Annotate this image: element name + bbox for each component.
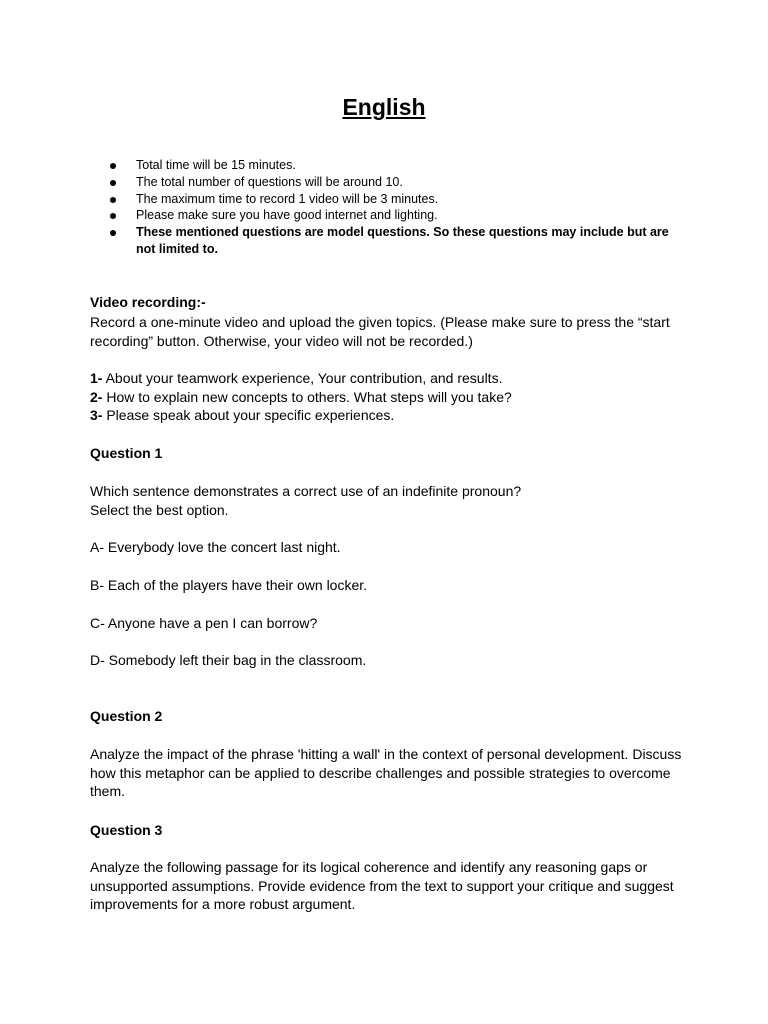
- list-item-text: These mentioned questions are model questions. So these questions may include but are not limited to.: [136, 225, 669, 256]
- question-2-heading: Question 2: [90, 708, 163, 724]
- question-1-option-d: D- Somebody left their bag in the classroom.: [90, 652, 367, 668]
- list-item: [110, 174, 680, 191]
- topic-text: Please speak about your specific experiences.: [102, 407, 395, 424]
- list-item: [110, 157, 680, 174]
- bullet-icon: [110, 197, 116, 203]
- topic-number: 3-: [90, 407, 103, 424]
- topic-item: [90, 369, 690, 388]
- bullet-icon: [110, 213, 116, 219]
- list-item: [110, 191, 680, 208]
- bullet-icon: [110, 180, 116, 186]
- list-item-text: Please make sure you have good internet and lighting.: [136, 208, 438, 223]
- video-recording-heading: Video recording:-: [90, 294, 206, 310]
- topic-item: [90, 406, 690, 425]
- page-title: English: [342, 94, 426, 120]
- list-item-text: The maximum time to record 1 video will be 3 minutes.: [136, 191, 439, 206]
- topic-text: About your teamwork experience, Your contribution, and results.: [102, 370, 503, 386]
- question-1-option-c: C- Anyone have a pen I can borrow?: [90, 615, 318, 631]
- question-3-text: Analyze the following passage for its logical coherence and identify any reasoning gaps or unsupported assumptions. Provide evidence from the text to support your critique and suggest improvements for a more robust argument.: [90, 859, 674, 913]
- list-item-text: Total time will be 15 minutes.: [136, 158, 296, 172]
- bullet-icon: [110, 163, 116, 169]
- bullet-icon: [110, 230, 116, 236]
- video-recording-section: [90, 293, 690, 350]
- topic-item: [90, 388, 690, 407]
- question-1-option-b: B- Each of the players have their own locker.: [90, 577, 368, 593]
- instructions-list: [110, 157, 680, 258]
- video-topics: [90, 369, 690, 425]
- topic-text: How to explain new concepts to others. What steps will you take?: [102, 388, 512, 405]
- list-item-text: The total number of questions will be around 10.: [136, 174, 403, 189]
- topic-number: 1-: [90, 370, 103, 386]
- list-item: [110, 224, 680, 258]
- question-2-text: Analyze the impact of the phrase 'hitting a wall' in the context of personal development. Discuss how this metaphor can be applied to describe challenges and possible strategies to overcome them.: [90, 746, 682, 800]
- question-1-line: Select the best option.: [90, 501, 229, 518]
- question-3-heading: Question 3: [90, 822, 163, 838]
- video-recording-intro: Record a one-minute video and upload the given topics. (Please make sure to press the “start recording” button. Otherwise, your video will not be recorded.): [90, 314, 670, 349]
- topic-number: 2-: [90, 388, 103, 405]
- question-1-prompt: [90, 482, 690, 519]
- list-item: [110, 207, 680, 224]
- question-1-line: Which sentence demonstrates a correct use of an indefinite pronoun?: [90, 483, 522, 499]
- question-1-heading: Question 1: [90, 445, 163, 461]
- question-1-option-a: A- Everybody love the concert last night.: [90, 539, 341, 555]
